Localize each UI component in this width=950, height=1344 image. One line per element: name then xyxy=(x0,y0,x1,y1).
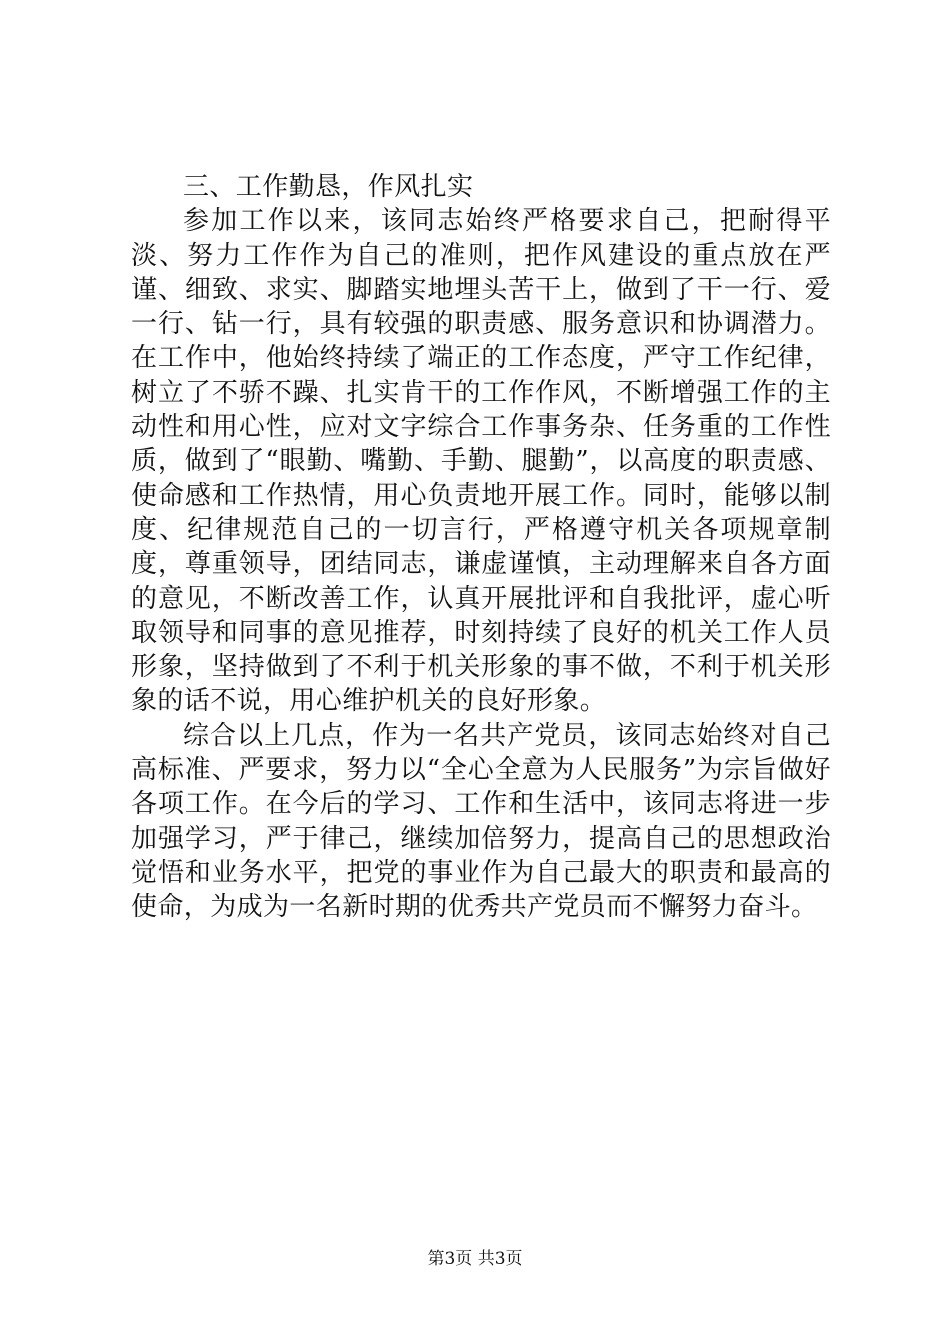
paragraph-summary: 综合以上几点，作为一名共产党员，该同志始终对自己高标准、严要求，努力以“全心全意为人民服务”为宗旨做好各项工作。在今后的学习、工作和生活中，该同志将进一步加强学习，严于律己，继续加倍努力，提高自己的思想政治觉悟和业务水平，把党的事业作为自己最大的职责和最高的使命，为成为一名新时期的优秀共产党员而不懈努力奋斗。 xyxy=(131,720,831,923)
paragraph-work-style: 参加工作以来，该同志始终严格要求自己，把耐得平淡、努力工作作为自己的准则，把作风建设的重点放在严谨、细致、求实、脚踏实地埋头苦干上，做到了干一行、爱一行、钻一行，具有较强的职责感、服务意识和协调潜力。在工作中，他始终持续了端正的工作态度，严守工作纪律，树立了不骄不躁、扎实肯干的工作作风，不断增强工作的主动性和用心性，应对文字综合工作事务杂、任务重的工作性质，做到了“眼勤、嘴勤、手勤、腿勤”，以高度的职责感、使命感和工作热情，用心负责地开展工作。同时，能够以制度、纪律规范自己的一切言行，严格遵守机关各项规章制度，尊重领导，团结同志，谦虚谨慎，主动理解来自各方面的意见，不断改善工作，认真开展批评和自我批评，虚心听取领导和同事的意见推荐，时刻持续了良好的机关工作人员形象，坚持做到了不利于机关形象的事不做，不利于机关形象的话不说，用心维护机关的良好形象。 xyxy=(131,206,831,717)
document-body xyxy=(131,170,831,925)
page-number-footer: 第3页 共3页 xyxy=(427,1249,523,1269)
section-heading: 三、工作勤恳，作风扎实 xyxy=(183,172,474,202)
